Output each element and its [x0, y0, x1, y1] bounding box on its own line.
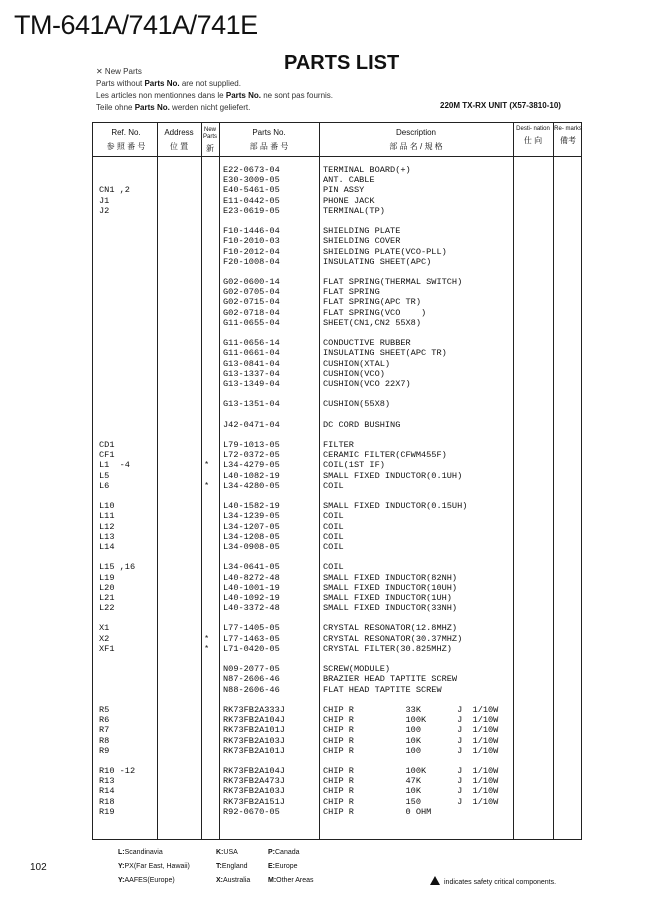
part-no-cell: RK73FB2A151J: [223, 796, 285, 807]
description-cell: COIL: [323, 480, 344, 491]
row-spacer: [93, 216, 581, 226]
table-row: [93, 797, 581, 807]
ref-no-cell: R7: [99, 725, 110, 736]
description-cell: CHIP R 47K J 1/10W: [323, 776, 499, 787]
part-no-cell: R92-0670-05: [223, 806, 280, 817]
part-no-cell: L40-1582-19: [223, 501, 280, 512]
part-no-cell: G02-0718-04: [223, 307, 280, 318]
table-row: [93, 522, 581, 532]
ref-no-cell: CD1: [99, 440, 115, 451]
description-cell: TERMINAL BOARD(+): [323, 165, 411, 175]
table-row: [93, 257, 581, 267]
legend-item: L:Scandinavia: [118, 849, 163, 856]
description-cell: SMALL FIXED INDUCTOR(82NH): [323, 572, 458, 583]
part-no-cell: F10-1446-04: [223, 226, 280, 237]
ref-no-cell: L20: [99, 582, 115, 593]
page-number: 102: [30, 862, 47, 873]
ref-no-cell: R6: [99, 715, 110, 726]
part-no-cell: RK73FB2A104J: [223, 766, 285, 777]
part-no-cell: L34-0641-05: [223, 562, 280, 573]
note-line: Teile ohne Parts No. werden nicht geliefert.: [96, 103, 251, 112]
description-cell: INSULATING SHEET(APC): [323, 256, 432, 267]
col-header-ref: Ref. No. 参 照 番 号: [106, 128, 146, 151]
table-row: [93, 460, 581, 470]
table-row: [93, 369, 581, 379]
table-row: [93, 674, 581, 684]
table-row: [93, 226, 581, 236]
safety-note: indicates safety critical components.: [430, 876, 556, 886]
table-row: [93, 583, 581, 593]
part-no-cell: E11-0442-05: [223, 195, 280, 206]
ref-no-cell: R18: [99, 796, 115, 807]
ref-no-cell: X1: [99, 623, 110, 634]
table-body: [93, 165, 581, 817]
table-row: [93, 776, 581, 786]
description-cell: SHIELDING PLATE: [323, 226, 401, 237]
col-header-desc: Description 部 品 名 / 規 格: [389, 128, 443, 151]
part-no-cell: L77-1463-05: [223, 633, 280, 644]
part-no-cell: G02-0705-04: [223, 287, 280, 298]
legend-item: M:Other Areas: [268, 877, 314, 884]
ref-no-cell: CN1 ,2: [99, 185, 130, 196]
table-row: [93, 664, 581, 674]
ref-no-cell: L21: [99, 592, 115, 603]
part-no-cell: L72-0372-05: [223, 450, 280, 461]
part-no-cell: RK73FB2A103J: [223, 735, 285, 746]
table-row: [93, 634, 581, 644]
part-no-cell: F20-1008-04: [223, 256, 280, 267]
description-cell: PHONE JACK: [323, 195, 375, 206]
description-cell: TERMINAL(TP): [323, 205, 385, 216]
table-row: [93, 736, 581, 746]
part-no-cell: L71-0420-05: [223, 643, 280, 654]
ref-no-cell: L22: [99, 603, 115, 614]
part-no-cell: N88-2606-46: [223, 684, 280, 695]
description-cell: CHIP R 100K J 1/10W: [323, 715, 499, 726]
ref-no-cell: R9: [99, 745, 110, 756]
parts-table: [92, 122, 582, 840]
ref-no-cell: L1 -4: [99, 460, 130, 471]
table-row: [93, 359, 581, 369]
table-row: [93, 277, 581, 287]
part-no-cell: G02-0600-14: [223, 277, 280, 288]
part-no-cell: G11-0655-04: [223, 317, 280, 328]
table-row: [93, 420, 581, 430]
row-spacer: [93, 613, 581, 623]
description-cell: CRYSTAL FILTER(30.825MHZ): [323, 643, 452, 654]
table-row: [93, 593, 581, 603]
table-row: [93, 603, 581, 613]
table-row: [93, 318, 581, 328]
ref-no-cell: R14: [99, 786, 115, 797]
part-no-cell: F10-2012-04: [223, 246, 280, 257]
ref-no-cell: R10 -12: [99, 766, 136, 777]
description-cell: ANT. CABLE: [323, 175, 375, 186]
row-spacer: [93, 328, 581, 338]
description-cell: CUSHION(XTAL): [323, 358, 391, 369]
ref-no-cell: R19: [99, 806, 115, 817]
row-spacer: [93, 756, 581, 766]
part-no-cell: L34-4280-05: [223, 480, 280, 491]
part-no-cell: L34-1208-05: [223, 531, 280, 542]
description-cell: SMALL FIXED INDUCTOR(0.1UH): [323, 470, 463, 481]
part-no-cell: E30-3009-05: [223, 175, 280, 186]
table-row: [93, 440, 581, 450]
legend-item: P:Canada: [268, 849, 300, 856]
table-row: [93, 185, 581, 195]
description-cell: SHEET(CN1,CN2 55X8): [323, 317, 421, 328]
row-spacer: [93, 695, 581, 705]
warning-triangle-icon: [430, 876, 440, 885]
row-spacer: [93, 552, 581, 562]
part-no-cell: G02-0715-04: [223, 297, 280, 308]
description-cell: SMALL FIXED INDUCTOR(1UH): [323, 592, 452, 603]
description-cell: DC CORD BUSHING: [323, 419, 401, 430]
table-row: [93, 450, 581, 460]
table-row: [93, 236, 581, 246]
description-cell: SCREW(MODULE): [323, 664, 391, 675]
notes-block: [96, 66, 333, 114]
legend-item: T:England: [216, 863, 248, 870]
col-header-remarks: Re- marks 備考: [554, 126, 582, 145]
table-row: [93, 685, 581, 695]
table-row: [93, 786, 581, 796]
description-cell: CHIP R 100 J 1/10W: [323, 745, 499, 756]
description-cell: FLAT SPRING: [323, 287, 380, 298]
table-row: [93, 165, 581, 175]
unit-label: 220M TX-RX UNIT (X57-3810-10): [440, 101, 561, 110]
legend-column: [118, 846, 190, 888]
part-no-cell: RK73FB2A333J: [223, 704, 285, 715]
new-part-mark: *: [204, 643, 210, 654]
part-no-cell: L40-1082-19: [223, 470, 280, 481]
part-no-cell: E40-5461-05: [223, 185, 280, 196]
table-row: [93, 725, 581, 735]
description-cell: COIL: [323, 541, 344, 552]
part-no-cell: N09-2077-05: [223, 664, 280, 675]
new-part-mark: *: [204, 633, 210, 644]
ref-no-cell: L13: [99, 531, 115, 542]
part-no-cell: L40-3372-48: [223, 603, 280, 614]
header-divider: [93, 156, 581, 157]
description-cell: COIL: [323, 562, 344, 573]
table-row: [93, 247, 581, 257]
description-cell: SHIELDING PLATE(VCO-PLL): [323, 246, 447, 257]
description-cell: SMALL FIXED INDUCTOR(0.15UH): [323, 501, 468, 512]
part-no-cell: L77-1405-05: [223, 623, 280, 634]
table-row: [93, 532, 581, 542]
table-row: [93, 562, 581, 572]
description-cell: COIL: [323, 521, 344, 532]
part-no-cell: L40-1092-19: [223, 592, 280, 603]
table-row: [93, 705, 581, 715]
description-cell: PIN ASSY: [323, 185, 365, 196]
table-row: [93, 542, 581, 552]
table-row: [93, 715, 581, 725]
legend-item: Y:AAFES(Europe): [118, 877, 175, 884]
ref-no-cell: L11: [99, 511, 115, 522]
description-cell: CHIP R 33K J 1/10W: [323, 704, 499, 715]
ref-no-cell: L5: [99, 470, 110, 481]
description-cell: FLAT HEAD TAPTITE SCREW: [323, 684, 442, 695]
ref-no-cell: J2: [99, 205, 110, 216]
part-no-cell: RK73FB2A101J: [223, 725, 285, 736]
description-cell: BRAZIER HEAD TAPTITE SCREW: [323, 674, 458, 685]
part-no-cell: N87-2606-46: [223, 674, 280, 685]
description-cell: COIL: [323, 531, 344, 542]
description-cell: CHIP R 10K J 1/10W: [323, 735, 499, 746]
part-no-cell: L34-1207-05: [223, 521, 280, 532]
description-cell: COIL: [323, 511, 344, 522]
table-row: [93, 623, 581, 633]
description-cell: INSULATING SHEET(APC TR): [323, 348, 447, 359]
part-no-cell: G13-0841-04: [223, 358, 280, 369]
table-row: [93, 501, 581, 511]
ref-no-cell: L14: [99, 541, 115, 552]
part-no-cell: G13-1349-04: [223, 378, 280, 389]
row-spacer: [93, 654, 581, 664]
table-row: [93, 511, 581, 521]
table-row: [93, 338, 581, 348]
ref-no-cell: J1: [99, 195, 110, 206]
description-cell: CERAMIC FILTER(CFWM455F): [323, 450, 447, 461]
description-cell: SMALL FIXED INDUCTOR(10UH): [323, 582, 458, 593]
ref-no-cell: L19: [99, 572, 115, 583]
description-cell: CHIP R 10K J 1/10W: [323, 786, 499, 797]
legend-item: Y:PX(Far East, Hawaii): [118, 863, 190, 870]
table-row: [93, 746, 581, 756]
description-cell: CUSHION(VCO): [323, 368, 385, 379]
description-cell: CRYSTAL RESONATOR(30.37MHZ): [323, 633, 463, 644]
ref-no-cell: L6: [99, 480, 110, 491]
part-no-cell: E22-0673-04: [223, 165, 280, 175]
col-header-address: Address 位 置: [164, 128, 194, 151]
table-row: [93, 573, 581, 583]
ref-no-cell: L15 ,16: [99, 562, 136, 573]
description-cell: CHIP R 100K J 1/10W: [323, 766, 499, 777]
part-no-cell: G13-1351-04: [223, 399, 280, 410]
ref-no-cell: L10: [99, 501, 115, 512]
row-spacer: [93, 410, 581, 420]
ref-no-cell: R8: [99, 735, 110, 746]
part-no-cell: L40-1001-19: [223, 582, 280, 593]
table-row: [93, 348, 581, 358]
legend-column: [216, 846, 250, 888]
description-cell: CUSHION(55X8): [323, 399, 391, 410]
part-no-cell: RK73FB2A473J: [223, 776, 285, 787]
part-no-cell: L79-1013-05: [223, 440, 280, 451]
description-cell: SMALL FIXED INDUCTOR(33NH): [323, 603, 458, 614]
description-cell: CHIP R 150 J 1/10W: [323, 796, 499, 807]
table-row: [93, 807, 581, 817]
part-no-cell: E23-0619-05: [223, 205, 280, 216]
legend-item: E:Europe: [268, 863, 298, 870]
legend-item: X:Australia: [216, 877, 251, 884]
row-spacer: [93, 267, 581, 277]
description-cell: CUSHION(VCO 22X7): [323, 378, 411, 389]
note-line: Les articles non mentionnes dans le Parts No. ne sont pas fournis.: [96, 91, 334, 100]
legend-item: K:USA: [216, 849, 238, 856]
description-cell: FLAT SPRING(VCO ): [323, 307, 427, 318]
new-part-mark: *: [204, 480, 210, 491]
table-row: [93, 766, 581, 776]
part-no-cell: RK73FB2A104J: [223, 715, 285, 726]
description-cell: CHIP R 100 J 1/10W: [323, 725, 499, 736]
model-title: TM-641A/741A/741E: [14, 10, 258, 40]
description-cell: CHIP R 0 OHM: [323, 806, 432, 817]
part-no-cell: RK73FB2A103J: [223, 786, 285, 797]
table-row: [93, 206, 581, 216]
table-row: [93, 481, 581, 491]
description-cell: CRYSTAL RESONATOR(12.8MHZ): [323, 623, 458, 634]
part-no-cell: F10-2010-03: [223, 236, 280, 247]
table-row: [93, 287, 581, 297]
table-row: [93, 175, 581, 185]
page-title: PARTS LIST: [284, 52, 400, 74]
table-row: [93, 379, 581, 389]
table-row: [93, 308, 581, 318]
table-row: [93, 471, 581, 481]
row-spacer: [93, 491, 581, 501]
col-header-dest: Desti- nation 仕 向: [516, 126, 550, 145]
ref-no-cell: CF1: [99, 450, 115, 461]
part-no-cell: RK73FB2A101J: [223, 745, 285, 756]
row-spacer: [93, 430, 581, 440]
part-no-cell: L34-4279-05: [223, 460, 280, 471]
part-no-cell: J42-0471-04: [223, 419, 280, 430]
legend-column: [268, 846, 314, 888]
table-row: [93, 196, 581, 206]
description-cell: CONDUCTIVE RUBBER: [323, 338, 411, 349]
col-header-parts: Parts No. 部 品 番 号: [249, 128, 289, 151]
ref-no-cell: XF1: [99, 643, 115, 654]
part-no-cell: L40-8272-48: [223, 572, 280, 583]
description-cell: COIL(1ST IF): [323, 460, 385, 471]
part-no-cell: L34-0908-05: [223, 541, 280, 552]
description-cell: FILTER: [323, 440, 354, 451]
note-line: ✕ New Parts: [96, 67, 142, 76]
col-header-new: New Parts 新: [202, 127, 217, 153]
ref-no-cell: R13: [99, 776, 115, 787]
row-spacer: [93, 389, 581, 399]
table-row: [93, 399, 581, 409]
description-cell: FLAT SPRING(APC TR): [323, 297, 421, 308]
table-row: [93, 644, 581, 654]
part-no-cell: G13-1337-04: [223, 368, 280, 379]
description-cell: SHIELDING COVER: [323, 236, 401, 247]
ref-no-cell: L12: [99, 521, 115, 532]
new-part-mark: *: [204, 460, 210, 471]
part-no-cell: L34-1239-05: [223, 511, 280, 522]
part-no-cell: G11-0661-04: [223, 348, 280, 359]
note-line: Parts without Parts No. are not supplied.: [96, 79, 241, 88]
description-cell: FLAT SPRING(THERMAL SWITCH): [323, 277, 463, 288]
ref-no-cell: R5: [99, 704, 110, 715]
table-row: [93, 297, 581, 307]
part-no-cell: G11-0656-14: [223, 338, 280, 349]
ref-no-cell: X2: [99, 633, 110, 644]
